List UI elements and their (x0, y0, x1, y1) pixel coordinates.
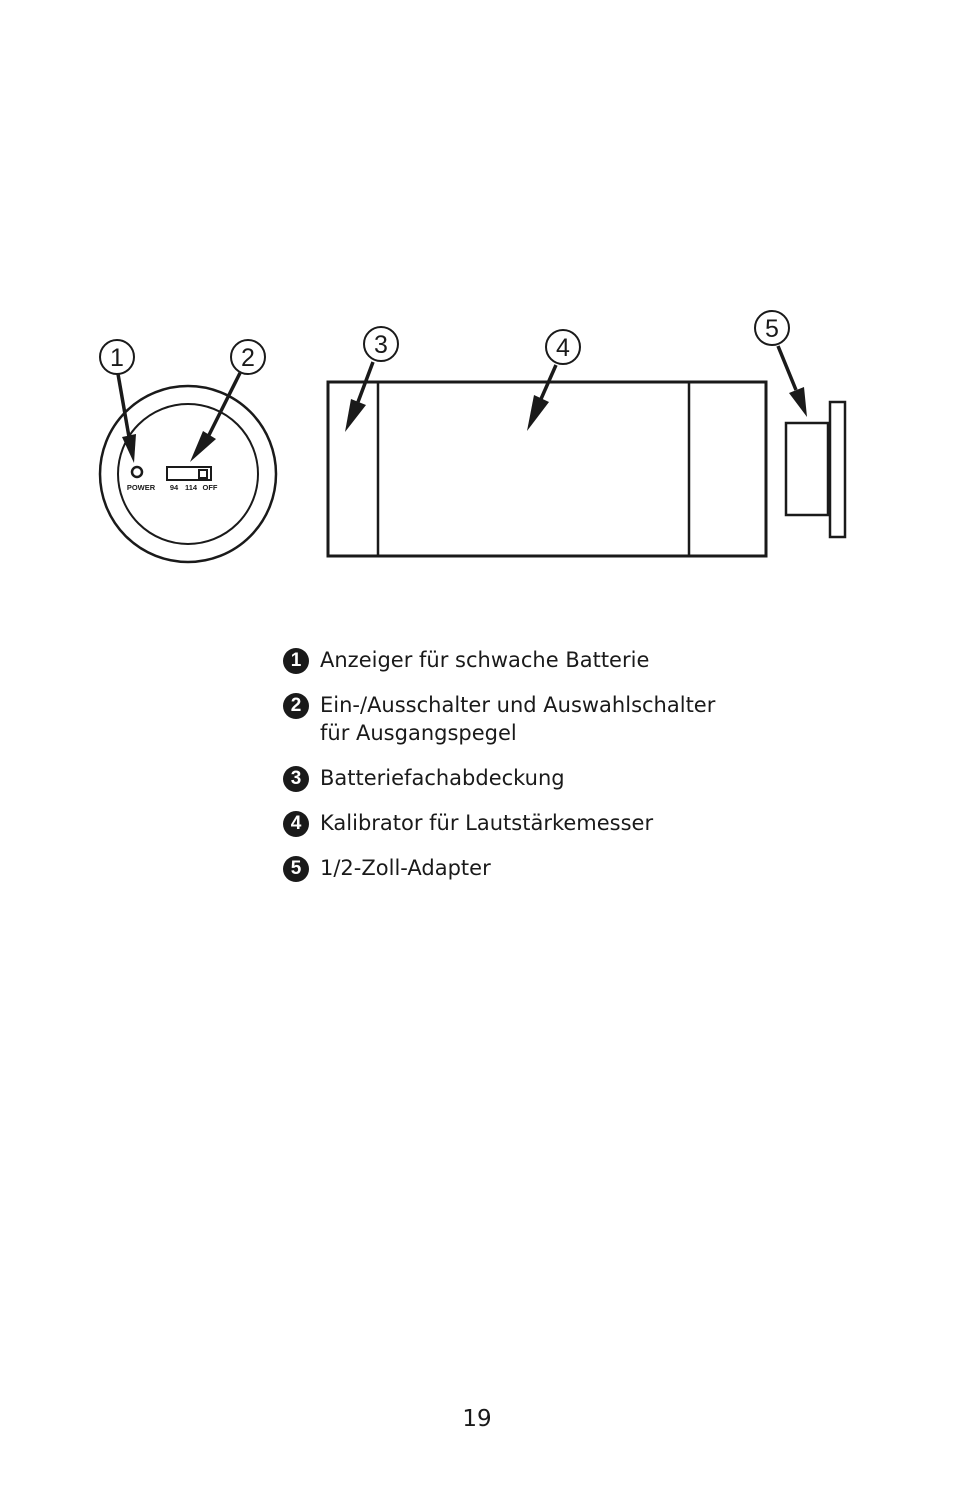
power-label: POWER (126, 483, 156, 492)
legend-item (283, 764, 843, 792)
legend-text: Kalibrator für Lautstärkemesser (320, 811, 654, 835)
arrow-5 (789, 387, 807, 417)
calibrator-body (328, 382, 766, 556)
page-number: 19 (462, 1406, 492, 1432)
side-view (328, 382, 766, 556)
callout-5: 5 (765, 315, 779, 343)
level-94-label: 94 (169, 483, 179, 492)
callout-1: 1 (110, 344, 124, 372)
callout-markers (100, 311, 789, 374)
legend-number-1: 1 (283, 648, 309, 674)
legend-item (283, 809, 843, 837)
legend-text: Ein-/Ausschalter und Auswahlschalter (320, 693, 716, 717)
callout-3: 3 (374, 331, 388, 359)
legend-text: 1/2-Zoll-Adapter (320, 856, 491, 880)
leader-2 (208, 373, 240, 437)
adapter (786, 402, 845, 537)
legend-item (283, 854, 843, 882)
legend-text: Batteriefachabdeckung (320, 766, 565, 790)
calibrator-diagram (0, 0, 954, 620)
legend-item (283, 646, 843, 674)
callout-2: 2 (241, 344, 255, 372)
legend-number-5: 5 (283, 856, 309, 882)
leader-5 (778, 346, 796, 390)
legend-text-continued: für Ausgangspegel (320, 721, 517, 745)
legend-item (283, 691, 843, 747)
level-114-label: 114 (184, 483, 198, 492)
adapter-flange (830, 402, 845, 537)
switch-knob (199, 470, 207, 478)
off-label: OFF (202, 483, 218, 492)
parts-legend (283, 646, 843, 899)
arrow-2 (190, 431, 216, 462)
arrow-1 (122, 434, 136, 463)
adapter-body (786, 423, 828, 515)
legend-text: Anzeiger für schwache Batterie (320, 648, 650, 672)
leader-1 (118, 374, 129, 437)
legend-number-2: 2 (283, 693, 309, 719)
callout-4: 4 (556, 334, 570, 362)
legend-number-4: 4 (283, 811, 309, 837)
power-led (132, 467, 142, 477)
legend-number-3: 3 (283, 766, 309, 792)
